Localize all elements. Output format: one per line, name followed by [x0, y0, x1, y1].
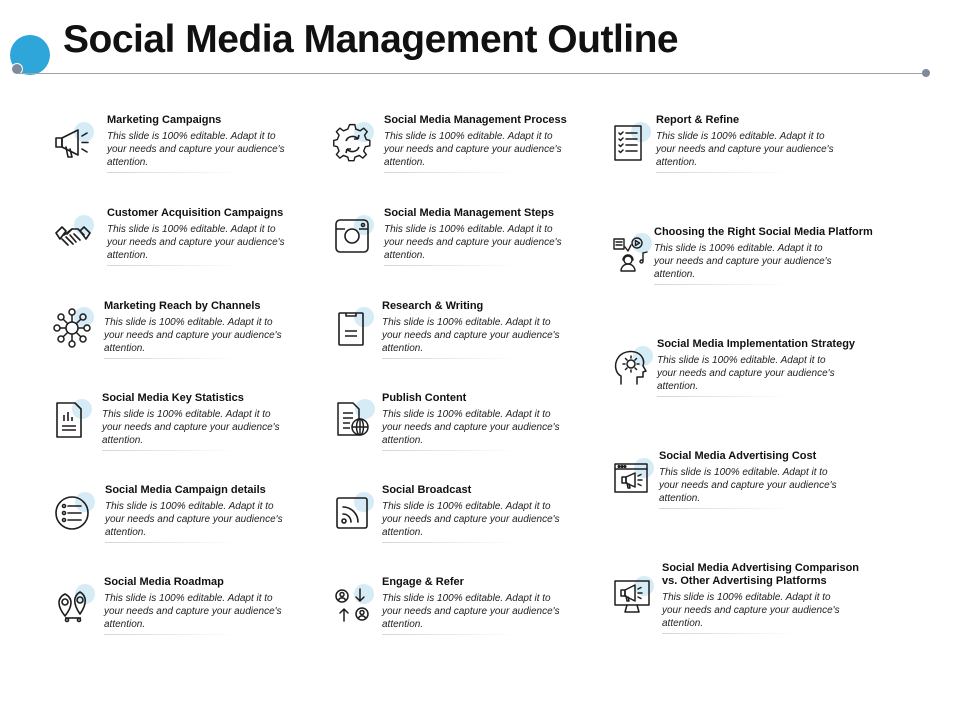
- checklist-icon: [609, 122, 651, 164]
- item-underline: [657, 396, 792, 397]
- browser-megaphone-icon: [612, 458, 654, 500]
- item-body: This slide is 100% editable. Adapt it to your needs and capture your audience's attention.: [382, 593, 560, 630]
- item-underline: [104, 358, 239, 359]
- item-underline: [656, 172, 791, 173]
- item-heading: Social Media Advertising Cost: [659, 450, 817, 462]
- item-underline: [384, 172, 519, 173]
- item-body: This slide is 100% editable. Adapt it to your needs and capture your audience's attention.: [104, 593, 282, 630]
- item-underline: [102, 450, 237, 451]
- head-gear-icon: [611, 346, 653, 388]
- web-document-icon: [333, 399, 375, 441]
- item-heading: Research & Writing: [382, 300, 484, 312]
- item-body: This slide is 100% editable. Adapt it to your needs and capture your audience's attention.: [107, 131, 285, 168]
- monitor-megaphone-icon: [612, 576, 654, 618]
- title-underline-end-dot: [922, 69, 930, 77]
- user-exchange-icon: [332, 584, 374, 626]
- clipboard-icon: [332, 307, 374, 349]
- item-body: This slide is 100% editable. Adapt it to your needs and capture your audience's attention.: [654, 243, 832, 280]
- item-heading: Marketing Campaigns: [107, 114, 222, 126]
- item-body: This slide is 100% editable. Adapt it to your needs and capture your audience's attention.: [657, 355, 835, 392]
- item-body: This slide is 100% editable. Adapt it to your needs and capture your audience's attention.: [102, 409, 280, 446]
- list-circle-icon: [53, 492, 95, 534]
- item-underline: [382, 358, 517, 359]
- item-body: This slide is 100% editable. Adapt it to your needs and capture your audience's attention.: [107, 224, 285, 261]
- item-underline: [104, 634, 239, 635]
- gear-cycle-icon: [332, 122, 374, 164]
- item-heading: Customer Acquisition Campaigns: [107, 207, 284, 219]
- item-body: This slide is 100% editable. Adapt it to your needs and capture your audience's attention.: [382, 409, 560, 446]
- item-heading: Social Broadcast: [382, 484, 472, 496]
- handshake-icon: [52, 215, 94, 257]
- item-underline: [384, 265, 519, 266]
- item-heading: Marketing Reach by Channels: [104, 300, 261, 312]
- item-body: This slide is 100% editable. Adapt it to your needs and capture your audience's attention.: [105, 501, 283, 538]
- item-underline: [382, 634, 517, 635]
- title-underline: [18, 73, 926, 74]
- instagram-camera-icon: [332, 215, 374, 257]
- item-heading: Publish Content: [382, 392, 467, 404]
- item-underline: [662, 633, 797, 634]
- megaphone-icon: [52, 122, 94, 164]
- item-heading: Social Media Key Statistics: [102, 392, 244, 404]
- broadcast-icon: [332, 492, 374, 534]
- item-heading: Choosing the Right Social Media Platform: [654, 226, 873, 238]
- item-body: This slide is 100% editable. Adapt it to your needs and capture your audience's attention.: [384, 224, 562, 261]
- item-body: This slide is 100% editable. Adapt it to your needs and capture your audience's attention.: [656, 131, 834, 168]
- media-user-icon: [610, 233, 652, 275]
- item-underline: [105, 542, 240, 543]
- item-heading: Social Media Management Process: [384, 114, 567, 126]
- map-pins-icon: [53, 584, 95, 626]
- item-underline: [107, 172, 242, 173]
- item-body: This slide is 100% editable. Adapt it to your needs and capture your audience's attention.: [659, 467, 837, 504]
- item-heading: Social Media Campaign details: [105, 484, 266, 496]
- item-heading: Social Media Advertising Comparison vs. Other Advertising Platforms: [662, 562, 860, 587]
- stats-document-icon: [50, 399, 92, 441]
- item-underline: [382, 542, 517, 543]
- item-heading: Engage & Refer: [382, 576, 464, 588]
- item-heading: Social Media Roadmap: [104, 576, 224, 588]
- item-body: This slide is 100% editable. Adapt it to your needs and capture your audience's attention.: [104, 317, 282, 354]
- item-underline: [107, 265, 242, 266]
- page-title: Social Media Management Outline: [63, 18, 679, 61]
- item-heading: Social Media Management Steps: [384, 207, 554, 219]
- item-heading: Report & Refine: [656, 114, 740, 126]
- item-underline: [382, 450, 517, 451]
- item-body: This slide is 100% editable. Adapt it to your needs and capture your audience's attention.: [382, 501, 560, 538]
- network-hub-icon: [52, 307, 94, 349]
- item-body: This slide is 100% editable. Adapt it to your needs and capture your audience's attention.: [662, 592, 840, 629]
- item-body: This slide is 100% editable. Adapt it to your needs and capture your audience's attention.: [382, 317, 560, 354]
- item-underline: [654, 284, 789, 285]
- item-body: This slide is 100% editable. Adapt it to your needs and capture your audience's attention.: [384, 131, 562, 168]
- item-heading: Social Media Implementation Strategy: [657, 338, 856, 350]
- item-underline: [659, 508, 794, 509]
